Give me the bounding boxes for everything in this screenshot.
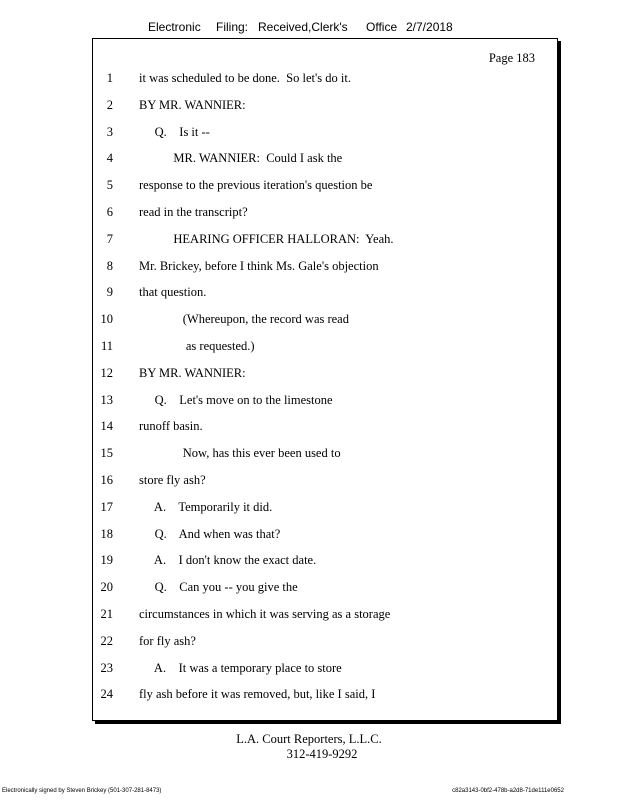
header-filing: Filing: xyxy=(216,20,249,34)
line-text: read in the transcript? xyxy=(139,205,248,219)
transcript-line xyxy=(93,151,553,171)
line-number: 12 xyxy=(100,365,113,380)
line-number: 7 xyxy=(106,231,113,246)
line-text: BY MR. WANNIER: xyxy=(139,97,246,112)
transcript-line xyxy=(93,527,553,547)
line-text: (Whereupon, the record was read xyxy=(139,312,349,327)
header-date: 2/7/2018 xyxy=(406,20,453,34)
line-text: fly ash before it was removed, but, like I said, I xyxy=(139,687,376,702)
transcript-line xyxy=(93,687,553,707)
transcript-line xyxy=(93,71,553,91)
line-text: MR. WANNIER: Could I ask the xyxy=(139,151,343,166)
line-text: store fly ash? xyxy=(139,473,206,487)
transcript-line xyxy=(93,500,553,520)
line-number: 1 xyxy=(106,71,113,85)
line-text: response to the previous iteration's question be xyxy=(139,178,373,193)
transcript-line xyxy=(93,205,553,225)
line-number: 14 xyxy=(100,419,113,434)
transcript-line xyxy=(93,285,553,305)
transcript-line xyxy=(93,580,553,600)
transcript-line xyxy=(93,661,553,681)
header-office: Office xyxy=(366,20,398,34)
filing-header xyxy=(0,20,618,40)
transcript-line xyxy=(93,419,553,439)
line-text: HEARING OFFICER HALLORAN: Yeah. xyxy=(139,231,394,246)
line-number: 20 xyxy=(100,580,113,595)
line-text: Mr. Brickey, before I think Ms. Gale's objection xyxy=(139,258,379,273)
line-number: 21 xyxy=(100,607,113,621)
line-number: 10 xyxy=(100,312,113,327)
transcript-line xyxy=(93,125,553,145)
footer-phone: 312-419-9292 xyxy=(286,747,358,761)
line-text: A. I don't know the exact date. xyxy=(139,553,317,568)
transcript-line xyxy=(93,339,553,359)
line-text: that question. xyxy=(139,285,207,300)
line-number: 11 xyxy=(100,339,113,353)
line-number: 4 xyxy=(106,151,113,166)
line-text: Q. Let's move on to the limestone xyxy=(139,392,333,407)
line-text: runoff basin. xyxy=(139,419,203,434)
line-number: 16 xyxy=(100,473,113,487)
transcript-line xyxy=(93,98,553,118)
line-number: 18 xyxy=(100,526,113,541)
line-number: 15 xyxy=(100,446,113,461)
line-number: 8 xyxy=(106,258,113,273)
line-number: 3 xyxy=(106,124,113,139)
line-text: A. Temporarily it did. xyxy=(139,499,273,514)
line-text: A. It was a temporary place to store xyxy=(139,660,342,675)
transcript-line xyxy=(93,178,553,198)
line-text: Q. Can you -- you give the xyxy=(139,580,298,595)
header-received: Received,Clerk's xyxy=(258,20,348,34)
line-number: 2 xyxy=(106,97,113,112)
transcript-line xyxy=(93,607,553,627)
header-electronic: Electronic xyxy=(148,20,201,34)
signature-id: c82a3143-0bf2-478b-a2d8-71de111e0652 xyxy=(452,788,564,794)
transcript-line xyxy=(93,232,553,252)
line-number: 13 xyxy=(100,392,113,407)
transcript-page xyxy=(92,38,558,721)
footer-company: L.A. Court Reporters, L.L.C. xyxy=(236,732,382,746)
line-text: for fly ash? xyxy=(139,633,196,648)
transcript-line xyxy=(93,366,553,386)
line-number: 19 xyxy=(100,553,113,568)
line-number: 24 xyxy=(100,687,113,702)
line-text: circumstances in which it was serving as a storage xyxy=(139,607,391,621)
transcript-line xyxy=(93,473,553,493)
transcript-line xyxy=(93,634,553,654)
line-number: 22 xyxy=(100,633,113,648)
line-number: 6 xyxy=(106,205,113,219)
line-number: 23 xyxy=(100,660,113,675)
page-number: Page 183 xyxy=(488,51,535,65)
line-text: Q. And when was that? xyxy=(139,526,281,541)
transcript-line xyxy=(93,259,553,279)
line-number: 5 xyxy=(106,178,113,193)
line-text: as requested.) xyxy=(139,339,255,353)
line-text: it was scheduled to be done. So let's do it. xyxy=(139,71,351,85)
line-number: 17 xyxy=(100,499,113,514)
transcript-line xyxy=(93,312,553,332)
transcript-line xyxy=(93,553,553,573)
transcript-line xyxy=(93,446,553,466)
line-text: Q. Is it -- xyxy=(139,124,210,139)
line-text: BY MR. WANNIER: xyxy=(139,365,246,380)
transcript-line xyxy=(93,393,553,413)
signature-left: Electronically signed by Steven Brickey (501-307-281-8473) xyxy=(2,788,162,794)
line-text: Now, has this ever been used to xyxy=(139,446,341,461)
line-number: 9 xyxy=(106,285,113,300)
